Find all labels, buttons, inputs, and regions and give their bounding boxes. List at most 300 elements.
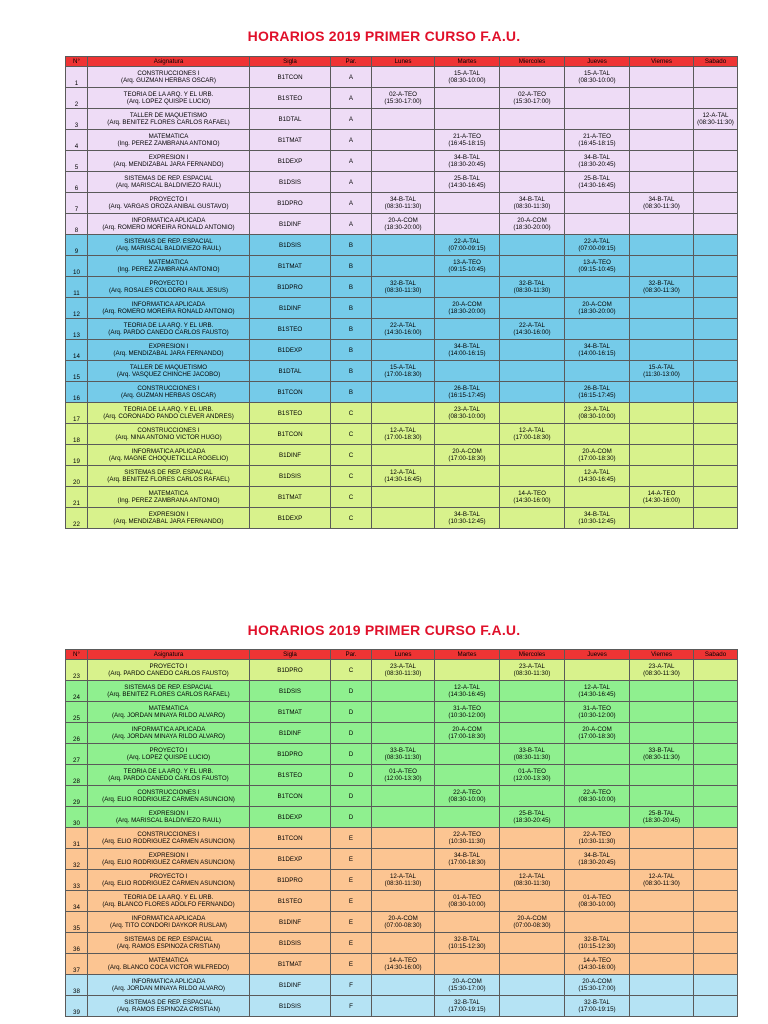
- subject-name: INFORMATICA APLICADA: [131, 915, 206, 922]
- subject-cell: [88, 954, 250, 975]
- time-range: (17:00-18:30): [513, 434, 551, 441]
- time-range: (09:15-10:45): [578, 266, 616, 273]
- parallel-cell: A: [331, 130, 372, 151]
- row-number: 28: [66, 765, 88, 786]
- table-row: [66, 681, 738, 702]
- day-cell-miercoles: [500, 466, 565, 487]
- teacher-name: (Arq. JORDAN MINAYA RILDO ALVARO): [112, 985, 225, 992]
- day-cell-jueves: [565, 88, 630, 109]
- day-cell-lunes: [372, 298, 435, 319]
- parallel-cell: A: [331, 88, 372, 109]
- subject-name: EXPRESION I: [148, 810, 189, 817]
- time-range: (18:30-20:45): [578, 161, 616, 168]
- day-cell-sabado: [694, 487, 738, 508]
- day-cell-lunes: [372, 193, 435, 214]
- time-range: (18:30-20:00): [513, 224, 551, 231]
- time-range: (17:00-19:15): [578, 1006, 616, 1013]
- day-cell-martes: [435, 130, 500, 151]
- day-cell-lunes: [372, 786, 435, 807]
- teacher-name: (Arq. ROSALES COLODRO RAUL JESUS): [108, 287, 229, 294]
- time-range: (15:30-17:00): [578, 985, 616, 992]
- table-row: [66, 466, 738, 487]
- room-code: 12-A-TAL: [518, 427, 546, 434]
- day-cell-viernes: [630, 912, 694, 933]
- day-cell-lunes: [372, 403, 435, 424]
- room-code: 25-B-TAL: [453, 175, 481, 182]
- day-cell-sabado: [694, 361, 738, 382]
- day-cell-miercoles: [500, 67, 565, 88]
- time-range: (08:30-11:30): [384, 880, 422, 887]
- room-code: 15-A-TAL: [648, 364, 675, 371]
- row-number: 35: [66, 912, 88, 933]
- subject-name: TALLER DE MAQUETISMO: [129, 364, 208, 371]
- day-cell-sabado: [694, 382, 738, 403]
- room-code: 12-A-TAL: [583, 684, 611, 691]
- room-code: 23-A-TAL: [518, 663, 546, 670]
- subject-name: TEORIA DE LA ARQ. Y EL URB.: [123, 322, 214, 329]
- teacher-name: (Arq. ELIO RODRIGUEZ CARMEN ASUNCION): [102, 838, 235, 845]
- time-range: (18:30-20:45): [578, 859, 616, 866]
- teacher-name: (Arq. NINA ANTONIO VICTOR HUGO): [115, 434, 222, 441]
- time-range: (15:30-17:00): [448, 985, 486, 992]
- teacher-name: (Arq. RAMOS ESPINOZA CRISTIAN): [116, 1006, 221, 1013]
- subject-cell: [88, 340, 250, 361]
- row-number: 7: [66, 193, 88, 214]
- day-cell-martes: [435, 151, 500, 172]
- teacher-name: (Arq. MARISCAL BALDIVIEZO RAUL): [116, 182, 221, 189]
- subject-name: INFORMATICA APLICADA: [131, 217, 206, 224]
- time-range: (11:30-13:00): [643, 371, 680, 378]
- room-code: 20-A-COM: [582, 448, 612, 455]
- header-sigla: Sigla: [250, 650, 331, 660]
- header-num: N°: [66, 57, 88, 67]
- subject-name: CONSTRUCCIONES I: [137, 427, 200, 434]
- day-cell-jueves: [565, 193, 630, 214]
- time-range: (08:30-11:30): [643, 203, 680, 210]
- subject-cell: [88, 487, 250, 508]
- parallel-cell: D: [331, 744, 372, 765]
- day-cell-sabado: [694, 996, 738, 1017]
- day-cell-miercoles: [500, 849, 565, 870]
- subject-name: CONSTRUCCIONES I: [137, 831, 200, 838]
- day-cell-viernes: [630, 235, 694, 256]
- row-number: 37: [66, 954, 88, 975]
- subject-cell: [88, 67, 250, 88]
- day-cell-martes: [435, 172, 500, 193]
- room-code: 20-A-COM: [582, 978, 612, 985]
- teacher-name: (Arq. VARGAS OROZA ANIBAL GUSTAVO): [108, 203, 229, 210]
- header-row: [66, 650, 738, 660]
- subject-cell: [88, 996, 250, 1017]
- parallel-cell: A: [331, 214, 372, 235]
- room-code: 32-B-TAL: [583, 999, 611, 1006]
- time-range: (17:00-18:30): [448, 733, 486, 740]
- subject-name: TALLER DE MAQUETISMO: [129, 112, 208, 119]
- parallel-cell: C: [331, 445, 372, 466]
- row-number: 4: [66, 130, 88, 151]
- day-cell-jueves: [565, 996, 630, 1017]
- time-range: (08:30-11:30): [384, 287, 422, 294]
- subject-name: EXPRESION I: [148, 511, 189, 518]
- day-cell-martes: [435, 403, 500, 424]
- subject-cell: [88, 172, 250, 193]
- day-cell-miercoles: [500, 891, 565, 912]
- day-cell-miercoles: [500, 256, 565, 277]
- day-cell-jueves: [565, 424, 630, 445]
- day-cell-lunes: [372, 660, 435, 681]
- day-cell-miercoles: [500, 765, 565, 786]
- day-cell-lunes: [372, 744, 435, 765]
- time-range: (10:30-12:00): [578, 712, 616, 719]
- day-cell-jueves: [565, 340, 630, 361]
- room-code: 01-A-TEO: [389, 768, 417, 775]
- room-code: 01-A-TEO: [518, 768, 546, 775]
- time-range: (18:30-20:00): [578, 308, 616, 315]
- time-range: (10:30-12:45): [448, 518, 486, 525]
- day-cell-viernes: [630, 702, 694, 723]
- day-cell-jueves: [565, 277, 630, 298]
- day-cell-viernes: [630, 88, 694, 109]
- sigla-cell: B1DEXP: [250, 508, 331, 529]
- subject-cell: [88, 319, 250, 340]
- page-title-2: HORARIOS 2019 PRIMER CURSO F.A.U.: [247, 622, 521, 638]
- parallel-cell: D: [331, 786, 372, 807]
- day-cell-miercoles: [500, 445, 565, 466]
- day-cell-lunes: [372, 424, 435, 445]
- sigla-cell: B1DSIS: [250, 172, 331, 193]
- table-row: [66, 235, 738, 256]
- day-cell-jueves: [565, 786, 630, 807]
- room-code: 14-A-TEO: [389, 957, 417, 964]
- teacher-name: (Arq. BENITEZ FLORES CARLOS RAFAEL): [107, 119, 230, 126]
- day-cell-jueves: [565, 765, 630, 786]
- day-cell-viernes: [630, 891, 694, 912]
- subject-cell: [88, 828, 250, 849]
- row-number: 24: [66, 681, 88, 702]
- time-range: (14:30-16:00): [384, 964, 422, 971]
- time-range: (16:45-18:15): [448, 140, 486, 147]
- day-cell-lunes: [372, 235, 435, 256]
- sigla-cell: B1DPRO: [250, 193, 331, 214]
- subject-cell: [88, 891, 250, 912]
- table-row: [66, 828, 738, 849]
- time-range: (14:30-16:00): [513, 497, 551, 504]
- day-cell-martes: [435, 660, 500, 681]
- table-row: [66, 996, 738, 1017]
- day-cell-sabado: [694, 214, 738, 235]
- room-code: 20-A-COM: [452, 448, 482, 455]
- row-number: 27: [66, 744, 88, 765]
- room-code: 34-B-TAL: [583, 343, 611, 350]
- time-range: (17:00-18:30): [578, 733, 616, 740]
- parallel-cell: C: [331, 466, 372, 487]
- day-cell-lunes: [372, 277, 435, 298]
- parallel-cell: E: [331, 849, 372, 870]
- teacher-name: (Arq. PARDO CANEDO CARLOS FAUSTO): [108, 329, 229, 336]
- day-cell-viernes: [630, 508, 694, 529]
- sigla-cell: B1TMAT: [250, 954, 331, 975]
- day-cell-viernes: [630, 849, 694, 870]
- teacher-name: (Arq. JORDAN MINAYA RILDO ALVARO): [112, 733, 225, 740]
- day-cell-viernes: [630, 487, 694, 508]
- day-cell-jueves: [565, 487, 630, 508]
- time-range: (08:30-11:30): [513, 880, 551, 887]
- day-cell-miercoles: [500, 487, 565, 508]
- day-cell-sabado: [694, 424, 738, 445]
- day-cell-martes: [435, 235, 500, 256]
- room-code: 22-A-TAL: [389, 322, 417, 329]
- day-cell-jueves: [565, 319, 630, 340]
- day-cell-miercoles: [500, 151, 565, 172]
- subject-cell: [88, 912, 250, 933]
- day-cell-martes: [435, 954, 500, 975]
- time-range: (08:30-11:30): [384, 754, 422, 761]
- parallel-cell: E: [331, 954, 372, 975]
- day-cell-lunes: [372, 996, 435, 1017]
- day-cell-lunes: [372, 933, 435, 954]
- room-code: 23-A-TAL: [453, 406, 481, 413]
- sigla-cell: B1DEXP: [250, 340, 331, 361]
- header-miercoles: Miercoles: [500, 57, 565, 67]
- day-cell-viernes: [630, 256, 694, 277]
- table-row: [66, 319, 738, 340]
- parallel-cell: A: [331, 109, 372, 130]
- time-range: (08:30-11:30): [513, 754, 551, 761]
- room-code: 12-A-TAL: [583, 469, 611, 476]
- table-row: [66, 975, 738, 996]
- day-cell-sabado: [694, 445, 738, 466]
- sigla-cell: B1TCON: [250, 828, 331, 849]
- sigla-cell: B1DSIS: [250, 466, 331, 487]
- day-cell-miercoles: [500, 660, 565, 681]
- subject-cell: [88, 744, 250, 765]
- day-cell-miercoles: [500, 996, 565, 1017]
- day-cell-jueves: [565, 214, 630, 235]
- day-cell-jueves: [565, 382, 630, 403]
- page-title-1: HORARIOS 2019 PRIMER CURSO F.A.U.: [247, 28, 521, 44]
- room-code: 20-A-COM: [452, 301, 482, 308]
- row-number: 29: [66, 786, 88, 807]
- subject-cell: [88, 723, 250, 744]
- subject-name: PROYECTO I: [149, 873, 188, 880]
- day-cell-sabado: [694, 151, 738, 172]
- day-cell-martes: [435, 109, 500, 130]
- day-cell-martes: [435, 508, 500, 529]
- day-cell-martes: [435, 193, 500, 214]
- room-code: 20-A-COM: [452, 978, 482, 985]
- subject-cell: [88, 807, 250, 828]
- day-cell-jueves: [565, 466, 630, 487]
- time-range: (08:30-10:00): [448, 77, 486, 84]
- time-range: (08:30-10:00): [448, 413, 486, 420]
- day-cell-martes: [435, 807, 500, 828]
- day-cell-martes: [435, 319, 500, 340]
- day-cell-miercoles: [500, 681, 565, 702]
- time-range: (17:00-18:30): [448, 859, 486, 866]
- sigla-cell: B1DEXP: [250, 151, 331, 172]
- day-cell-miercoles: [500, 723, 565, 744]
- header-row: [66, 57, 738, 67]
- room-code: 20-A-COM: [582, 301, 612, 308]
- room-code: 12-A-TAL: [518, 873, 546, 880]
- room-code: 14-A-TEO: [647, 490, 676, 497]
- day-cell-martes: [435, 256, 500, 277]
- subject-name: SISTEMAS DE REP. ESPACIAL: [124, 238, 213, 245]
- day-cell-viernes: [630, 975, 694, 996]
- day-cell-martes: [435, 828, 500, 849]
- day-cell-jueves: [565, 828, 630, 849]
- room-code: 33-B-TAL: [648, 747, 675, 754]
- room-code: 34-B-TAL: [648, 196, 675, 203]
- sigla-cell: B1TCON: [250, 67, 331, 88]
- row-number: 5: [66, 151, 88, 172]
- time-range: (18:30-20:00): [448, 308, 486, 315]
- room-code: 20-A-COM: [388, 915, 418, 922]
- subject-name: SISTEMAS DE REP. ESPACIAL: [124, 469, 213, 476]
- sigla-cell: B1TCON: [250, 424, 331, 445]
- day-cell-sabado: [694, 340, 738, 361]
- sigla-cell: B1DINF: [250, 975, 331, 996]
- table-row: [66, 130, 738, 151]
- room-code: 01-A-TEO: [583, 894, 611, 901]
- day-cell-jueves: [565, 849, 630, 870]
- day-cell-jueves: [565, 151, 630, 172]
- time-range: (14:30-16:00): [642, 497, 681, 504]
- room-code: 22-A-TEO: [583, 831, 611, 838]
- schedule-table-1: [65, 56, 738, 529]
- day-cell-lunes: [372, 702, 435, 723]
- time-range: (08:30-11:30): [643, 754, 680, 761]
- time-range: (08:30-11:30): [643, 880, 680, 887]
- teacher-name: (Ing. PEREZ ZAMBRANA ANTONIO): [117, 266, 220, 273]
- day-cell-martes: [435, 298, 500, 319]
- day-cell-jueves: [565, 891, 630, 912]
- time-range: (17:00-18:30): [384, 371, 422, 378]
- day-cell-jueves: [565, 912, 630, 933]
- day-cell-lunes: [372, 256, 435, 277]
- sigla-cell: B1DINF: [250, 912, 331, 933]
- time-range: (14:30-16:45): [578, 691, 616, 698]
- time-range: (17:00-18:30): [384, 434, 422, 441]
- day-cell-jueves: [565, 954, 630, 975]
- parallel-cell: D: [331, 681, 372, 702]
- header-num: N°: [66, 650, 88, 660]
- row-number: 32: [66, 849, 88, 870]
- sigla-cell: B1DSIS: [250, 681, 331, 702]
- parallel-cell: B: [331, 319, 372, 340]
- day-cell-lunes: [372, 319, 435, 340]
- time-range: (07:00-08:30): [513, 922, 551, 929]
- parallel-cell: A: [331, 193, 372, 214]
- day-cell-miercoles: [500, 109, 565, 130]
- row-number: 25: [66, 702, 88, 723]
- teacher-name: (Arq. MARISCAL BALDIVIEZO RAUL): [116, 817, 221, 824]
- teacher-name: (Arq. MENDIZABAL JARA FERNANDO): [113, 518, 224, 525]
- day-cell-jueves: [565, 660, 630, 681]
- subject-name: INFORMATICA APLICADA: [131, 301, 206, 308]
- time-range: (08:30-10:00): [578, 77, 616, 84]
- time-range: (17:00-18:30): [448, 455, 486, 462]
- subject-cell: [88, 298, 250, 319]
- day-cell-viernes: [630, 298, 694, 319]
- day-cell-viernes: [630, 151, 694, 172]
- day-cell-martes: [435, 786, 500, 807]
- teacher-name: (Arq. ELIO RODRIGUEZ CARMEN ASUNCION): [102, 880, 235, 887]
- parallel-cell: E: [331, 891, 372, 912]
- table-row: [66, 256, 738, 277]
- sigla-cell: B1DINF: [250, 214, 331, 235]
- room-code: 15-A-TAL: [389, 364, 417, 371]
- room-code: 25-B-TAL: [518, 810, 546, 817]
- time-range: (07:00-09:15): [448, 245, 486, 252]
- teacher-name: (Arq. MENDIZABAL JARA FERNANDO): [113, 350, 224, 357]
- teacher-name: (Arq. BENITEZ FLORES CARLOS RAFAEL): [107, 691, 230, 698]
- header-jueves: Jueves: [565, 57, 630, 67]
- sigla-cell: B1STEO: [250, 319, 331, 340]
- room-code: 20-A-COM: [517, 915, 547, 922]
- day-cell-martes: [435, 214, 500, 235]
- day-cell-lunes: [372, 975, 435, 996]
- table-row: [66, 723, 738, 744]
- time-range: (10:15-12:30): [448, 943, 486, 950]
- parallel-cell: A: [331, 172, 372, 193]
- room-code: 21-A-TEO: [453, 133, 481, 140]
- sigla-cell: B1DPRO: [250, 660, 331, 681]
- subject-name: INFORMATICA APLICADA: [131, 448, 206, 455]
- day-cell-viernes: [630, 340, 694, 361]
- table-row: [66, 807, 738, 828]
- day-cell-sabado: [694, 849, 738, 870]
- subject-name: TEORIA DE LA ARQ. Y EL URB.: [123, 91, 214, 98]
- day-cell-sabado: [694, 67, 738, 88]
- sigla-cell: B1TMAT: [250, 702, 331, 723]
- time-range: (08:30-10:00): [578, 796, 616, 803]
- day-cell-sabado: [694, 933, 738, 954]
- day-cell-viernes: [630, 765, 694, 786]
- day-cell-sabado: [694, 172, 738, 193]
- day-cell-jueves: [565, 445, 630, 466]
- table-row: [66, 277, 738, 298]
- table-row: [66, 702, 738, 723]
- teacher-name: (Arq. ELIO RODRIGUEZ CARMEN ASUNCION): [102, 796, 235, 803]
- day-cell-sabado: [694, 744, 738, 765]
- time-range: (08:30-10:00): [578, 413, 616, 420]
- day-cell-martes: [435, 849, 500, 870]
- room-code: 25-B-TAL: [648, 810, 675, 817]
- day-cell-martes: [435, 445, 500, 466]
- day-cell-viernes: [630, 193, 694, 214]
- time-range: (10:30-12:45): [578, 518, 616, 525]
- sigla-cell: B1DTAL: [250, 361, 331, 382]
- sigla-cell: B1STEO: [250, 891, 331, 912]
- room-code: 22-A-TEO: [583, 789, 611, 796]
- sigla-cell: B1STEO: [250, 403, 331, 424]
- subject-name: SISTEMAS DE REP. ESPACIAL: [124, 936, 213, 943]
- day-cell-lunes: [372, 849, 435, 870]
- header-asignatura: Asignatura: [88, 650, 250, 660]
- table-row: [66, 786, 738, 807]
- day-cell-lunes: [372, 109, 435, 130]
- subject-cell: [88, 849, 250, 870]
- row-number: 19: [66, 445, 88, 466]
- subject-cell: [88, 424, 250, 445]
- day-cell-lunes: [372, 382, 435, 403]
- sigla-cell: B1TMAT: [250, 487, 331, 508]
- table-row: [66, 508, 738, 529]
- sigla-cell: B1DINF: [250, 445, 331, 466]
- room-code: 20-A-COM: [452, 726, 482, 733]
- day-cell-viernes: [630, 870, 694, 891]
